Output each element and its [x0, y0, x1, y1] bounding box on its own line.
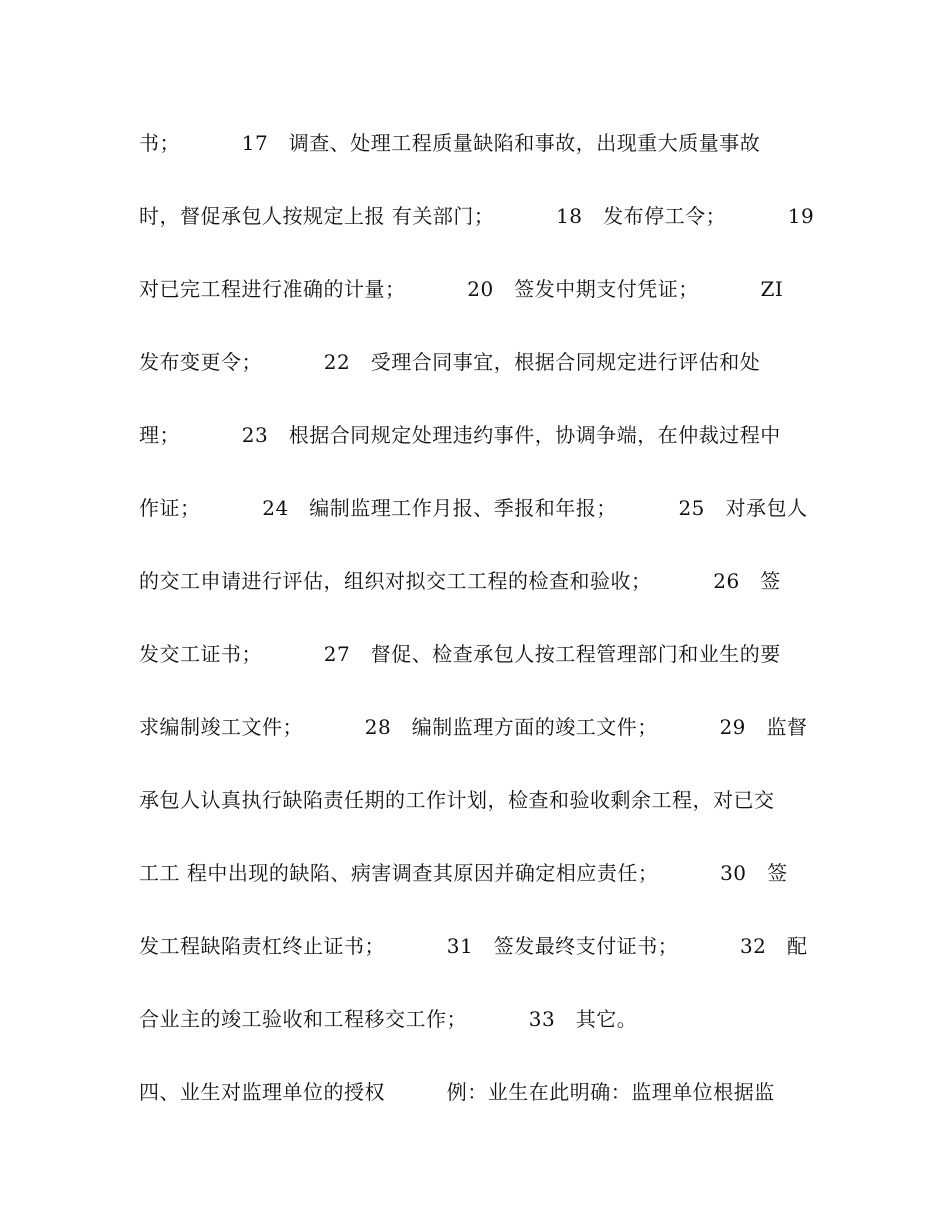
- text-line-8: 发交工证书； 27 督促、检查承包人按工程管理部门和业生的要: [139, 642, 781, 666]
- text-line-9: 求编制竣工文件； 28 编制监理方面的竣工文件； 29 监督: [139, 715, 808, 739]
- text-line-5: 理； 23 根据合同规定处理违约事件，协调争端，在仲裁过程中: [139, 423, 781, 447]
- text-line-13: 合业主的竣工验收和工程移交工作； 33 其它。: [139, 1007, 638, 1031]
- text-line-1: 书； 17 调查、处理工程质量缺陷和事故，出现重大质量事故: [139, 131, 761, 155]
- text-line-10: 承包人认真执行缺陷责任期的工作计划，检查和验收剩余工程，对已交: [139, 788, 775, 812]
- text-line-14: 四、业生对监理单位的授权 例：业生在此明确：监理单位根据监: [139, 1080, 775, 1104]
- text-line-6: 作证； 24 编制监理工作月报、季报和年报； 25 对承包人: [139, 496, 808, 520]
- text-line-7: 的交工申请进行评估，组织对拟交工工程的检查和验收； 26 签: [139, 569, 781, 593]
- text-line-12: 发工程缺陷责杠终止证书； 31 签发最终支付证书； 32 配: [139, 934, 808, 958]
- body-text: [139, 118, 819, 1140]
- text-line-4: 发布变更令； 22 受理合同事宜，根据合同规定进行评估和处: [139, 350, 761, 374]
- text-line-11: 工工 程中出现的缺陷、病害调查其原因并确定相应责任； 30 签: [139, 861, 788, 885]
- text-line-3: 对已完工程进行准确的计量； 20 签发中期支付凭证； ZI: [139, 277, 784, 301]
- text-line-2: 时，督促承包人按规定上报 有关部门； 18 发布停工令； 19: [139, 204, 815, 228]
